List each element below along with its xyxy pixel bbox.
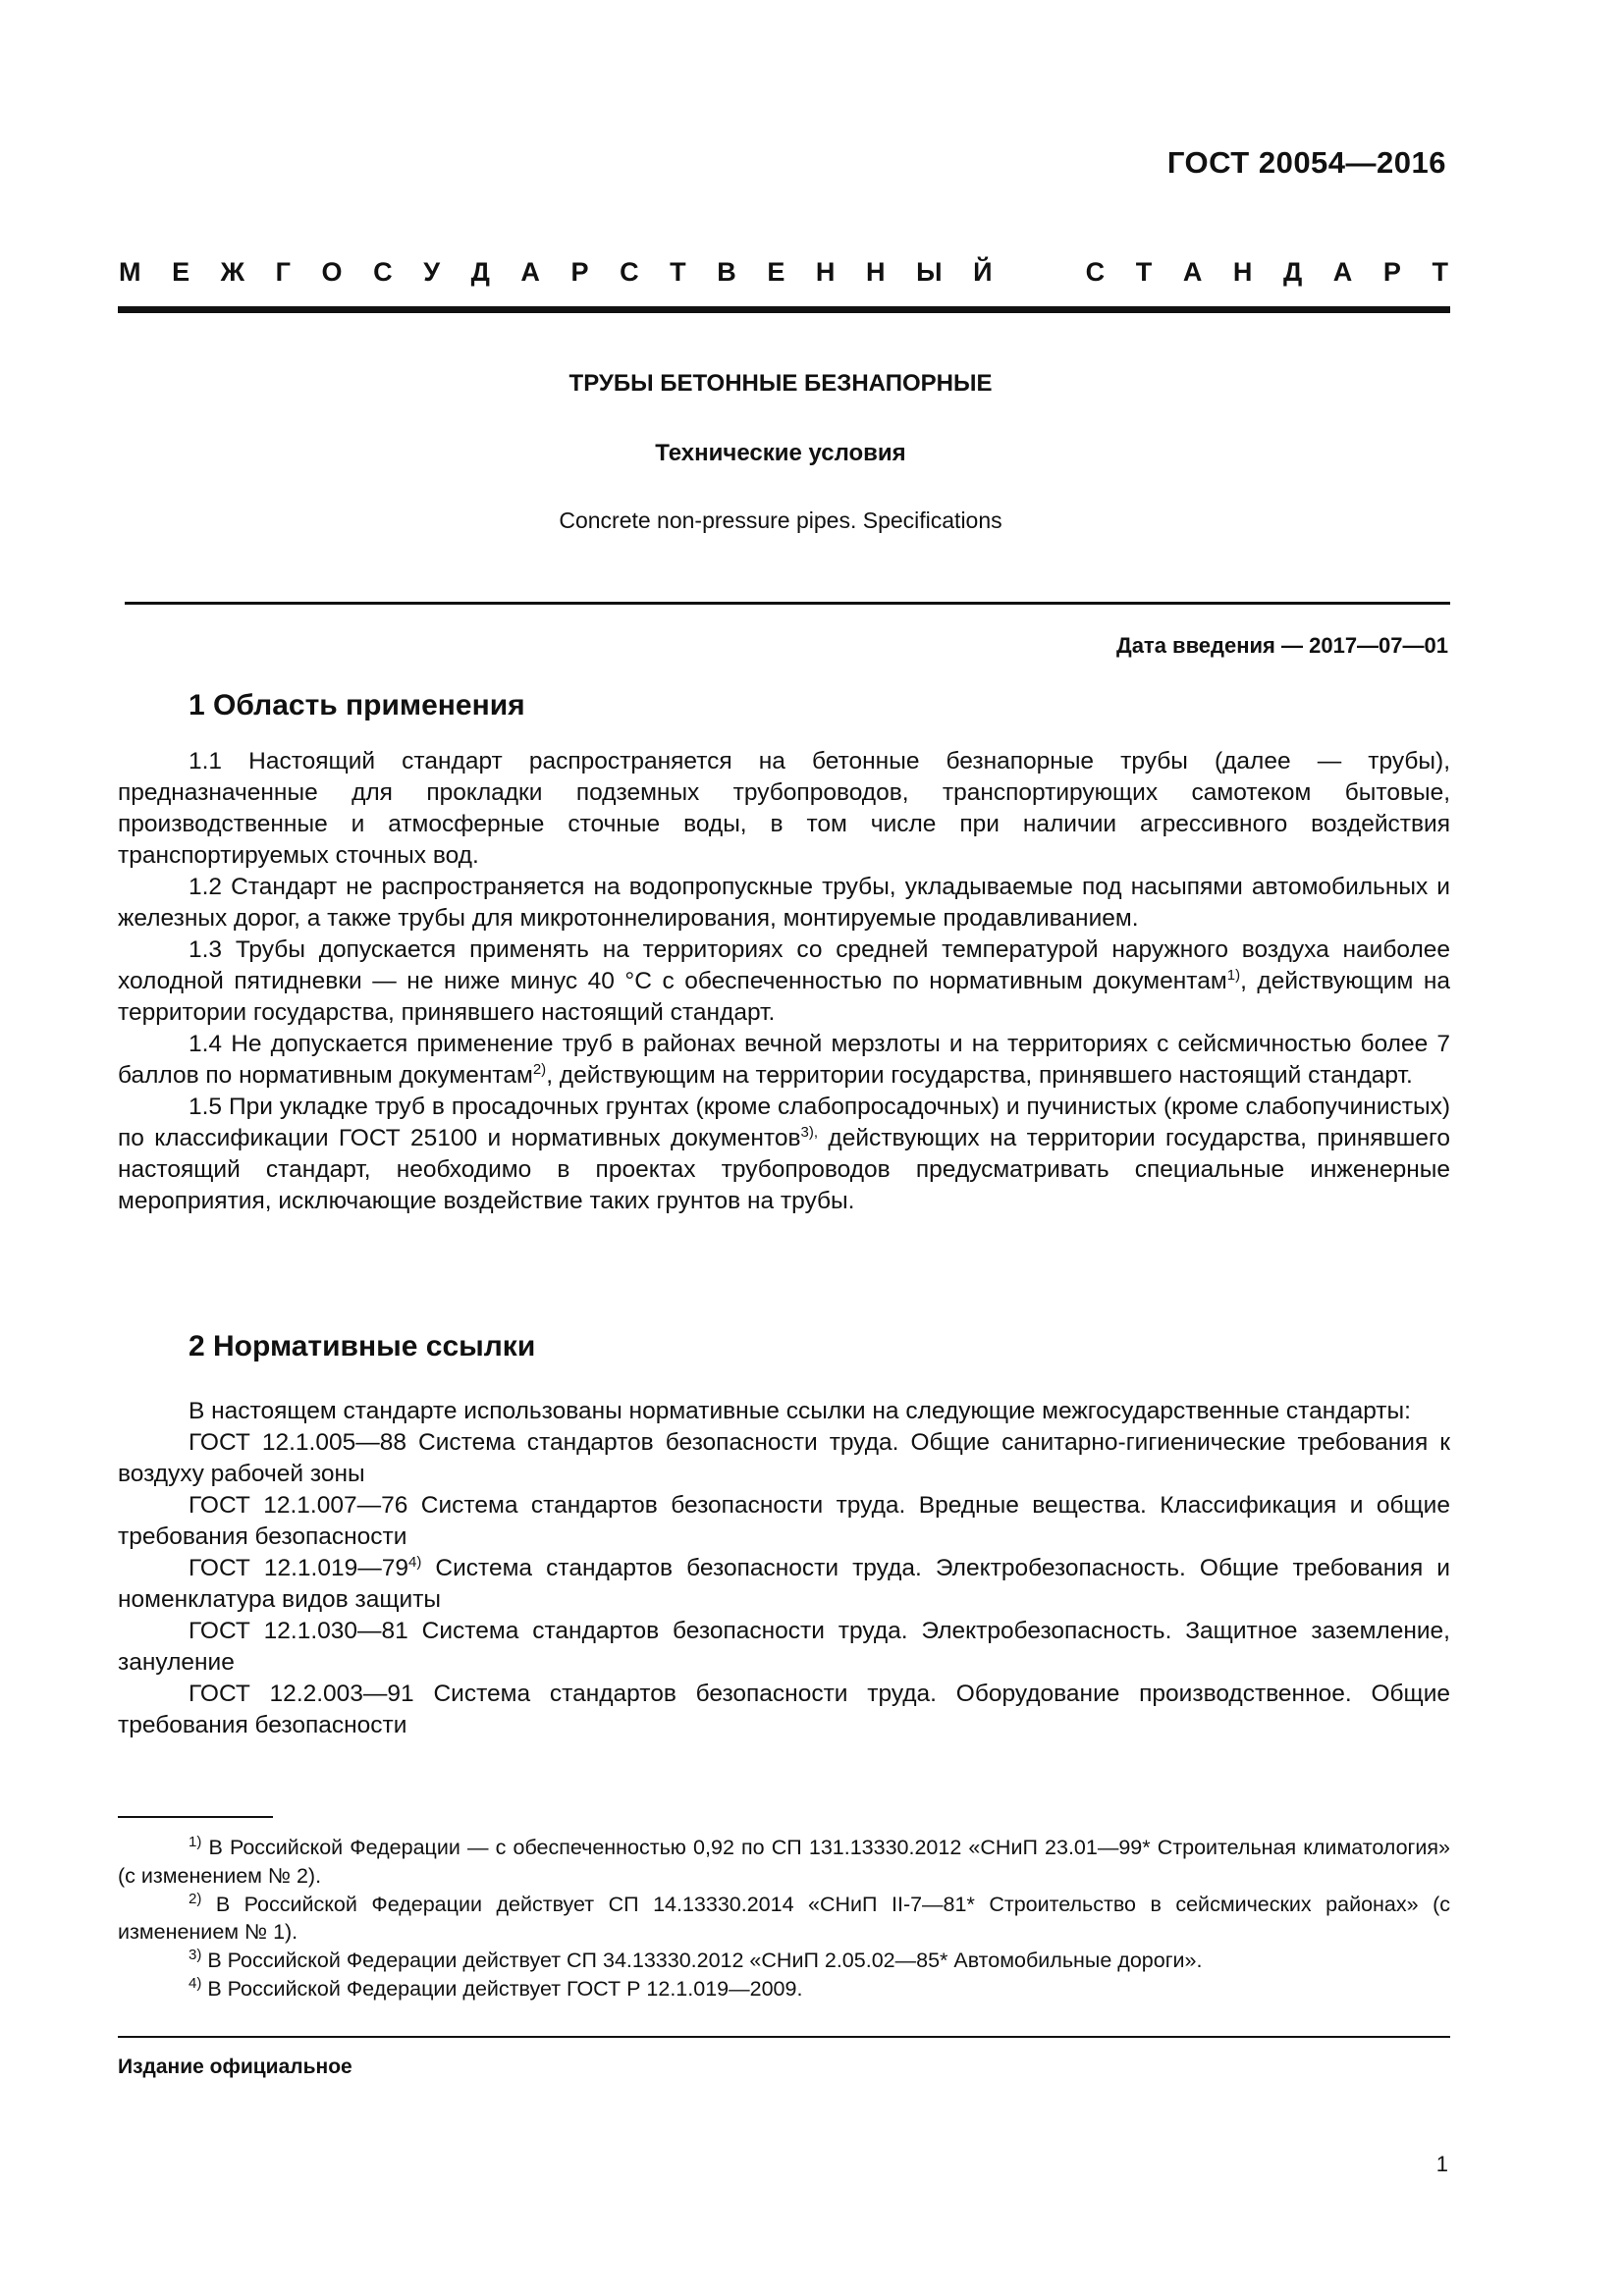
footnote-4	[118, 1975, 1450, 2003]
footnote-text: В Российской Федерации действует ГОСТ Р 12.1.019—2009.	[201, 1976, 803, 2001]
footnote-marker: 2)	[189, 1890, 202, 1907]
footnote-marker: 4)	[189, 1974, 202, 1992]
standard-label-letter: А	[520, 257, 540, 287]
section-scope-body	[118, 746, 1450, 1217]
footnote-2	[118, 1891, 1450, 1948]
title-rule	[125, 602, 1450, 605]
reference-item: ГОСТ 12.1.005—88 Система стандартов безопасности труда. Общие санитарно-гигиенические требования к воздуху рабочей зоны	[118, 1429, 1450, 1487]
section-references-body	[118, 1396, 1450, 1741]
document-subtitle: Технические условия	[655, 440, 906, 466]
header-rule	[118, 306, 1450, 313]
standard-label-letter: Г	[275, 257, 291, 287]
english-title: Concrete non-pressure pipes. Specifications	[559, 507, 1002, 533]
standard-label-letter: Д	[470, 257, 490, 287]
standard-label-letter: С	[373, 257, 393, 287]
standard-label-letter: Н	[815, 257, 836, 287]
reference-item	[118, 1553, 1450, 1616]
standard-label-letter: Р	[1382, 257, 1401, 287]
footnote-ref-1: 1)	[1226, 966, 1241, 984]
clause-1-3-text-end: , действующим на территории государства, принявшего настоящий стандарт.	[118, 968, 1450, 1026]
clause-1-3	[118, 934, 1450, 1029]
clause-1-3-text: 1.3 Трубы допускается применять на территориях со средней температурой наружного воздуха наиболее холодной пятидневки — не ниже минус 40 °С с обеспеченностью по нормативным документам	[118, 936, 1450, 994]
standard-label-letter: Ы	[916, 257, 943, 287]
standard-label-letter: А	[1182, 257, 1203, 287]
clause-1-2: 1.2 Стандарт не распространяется на водопропускные трубы, укладываемые под насыпями автомобильных и железных дорог, а также трубы для микротоннелирования, монтируемые продавливанием.	[118, 874, 1450, 932]
standard-label-letter: С	[620, 257, 639, 287]
references-intro: В настоящем стандарте использованы нормативные ссылки на следующие межгосударственные стандарты:	[189, 1398, 1411, 1424]
standard-label-letter: Т	[1135, 257, 1153, 287]
clause-1-1: 1.1 Настоящий стандарт распространяется на бетонные безнапорные трубы (далее — трубы), предназначенные для прокладки подземных трубопроводов, транспортирующих самотеком бытовые, производственные и атмосферные сточные воды, в том числе при наличии агрессивного воздействия транспортируемых сточных вод.	[118, 748, 1450, 869]
footer-rule	[118, 2036, 1450, 2038]
footnote-marker: 1)	[189, 1833, 202, 1850]
standard-label-letter: В	[717, 257, 736, 287]
standard-label-letter: Н	[866, 257, 886, 287]
footnote-separator	[118, 1816, 273, 1818]
footnote-text: В Российской Федерации действует СП 14.13330.2014 «СНиП II-7—81* Строительство в сейсмических районах» (с изменением № 1).	[118, 1892, 1450, 1945]
footnote-ref-2: 2)	[532, 1060, 547, 1078]
document-title: ТРУБЫ БЕТОННЫЕ БЕЗНАПОРНЫЕ	[568, 370, 993, 397]
reference-item: ГОСТ 12.2.003—91 Система стандартов безопасности труда. Оборудование производственное. Общие требования безопасности	[118, 1681, 1450, 1738]
section-heading-normative-references: 2 Нормативные ссылки	[189, 1330, 536, 1362]
footnote-text: В Российской Федерации действует СП 34.13330.2012 «СНиП 2.05.02—85* Автомобильные дороги».	[201, 1949, 1203, 1973]
clause-1-4-text-end: , действующим на территории государства, принявшего настоящий стандарт.	[546, 1062, 1413, 1089]
gost-number: ГОСТ 20054—2016	[1166, 145, 1446, 180]
standard-label-letter: Д	[1282, 257, 1303, 287]
footnotes	[118, 1834, 1450, 2003]
standard-label-letter: Т	[670, 257, 686, 287]
clause-1-4	[118, 1029, 1450, 1092]
standard-label-letter: Н	[1232, 257, 1253, 287]
standard-label-letter: У	[423, 257, 441, 287]
footnote-1	[118, 1834, 1450, 1891]
reference-item: ГОСТ 12.1.030—81 Система стандартов безопасности труда. Электробезопасность. Защитное заземление, зануление	[118, 1618, 1450, 1676]
footnote-marker: 3)	[189, 1947, 202, 1964]
standard-label-letter: Т	[1432, 257, 1448, 287]
footnote-ref-4: 4)	[407, 1553, 422, 1571]
standard-label-letter: О	[321, 257, 343, 287]
footnote-ref-3: 3),	[800, 1123, 819, 1141]
standard-label-letter: Р	[570, 257, 589, 287]
standard-label-letter: А	[1332, 257, 1353, 287]
footnote-3	[118, 1947, 1450, 1975]
clause-1-5-text-end: действующих на территории государства, принявшего настоящий стандарт, необходимо в проектах трубопроводов предусматривать специальные инженерные мероприятия, исключающие воздействие таких грунтов на трубы.	[118, 1125, 1451, 1214]
word-gap	[1023, 257, 1055, 288]
standard-label-letter: М	[119, 257, 141, 287]
reference-item: ГОСТ 12.1.007—76 Система стандартов безопасности труда. Вредные вещества. Классификация и общие требования безопасности	[118, 1492, 1450, 1550]
official-edition-label: Издание официальное	[118, 2056, 352, 2078]
standard-label-letter: Е	[767, 257, 785, 287]
standard-label-letter: Е	[172, 257, 190, 287]
footnote-text: В Российской Федерации — с обеспеченностью 0,92 по СП 131.13330.2012 «СНиП 23.01—99* Строительная климатология» (с изменением № 2).	[118, 1836, 1450, 1888]
standard-label-letter: Ж	[220, 257, 245, 287]
reference-code: ГОСТ 12.1.019—79	[189, 1555, 408, 1581]
standard-type-label	[119, 257, 1448, 288]
introduction-date: Дата введения — 2017—07—01	[1116, 633, 1448, 658]
page-number: 1	[1435, 2152, 1448, 2176]
clause-1-4-text: 1.4 Не допускается применение труб в районах вечной мерзлоты и на территориях с сейсмичностью более 7 баллов по нормативным документам	[118, 1031, 1450, 1089]
section-heading-scope: 1 Область применения	[189, 689, 525, 721]
clause-1-5-text: 1.5 При укладке труб в просадочных грунтах (кроме слабопросадочных) и пучинистых (кроме слабопучинистых) по классификации ГОСТ 25100 и нормативных документов	[118, 1094, 1450, 1151]
clause-1-5	[118, 1092, 1450, 1217]
standard-label-letter: Й	[973, 257, 993, 287]
standard-label-letter: С	[1085, 257, 1106, 287]
reference-text: Система стандартов безопасности труда. Электробезопасность. Общие требования и номенклатура видов защиты	[118, 1555, 1450, 1613]
